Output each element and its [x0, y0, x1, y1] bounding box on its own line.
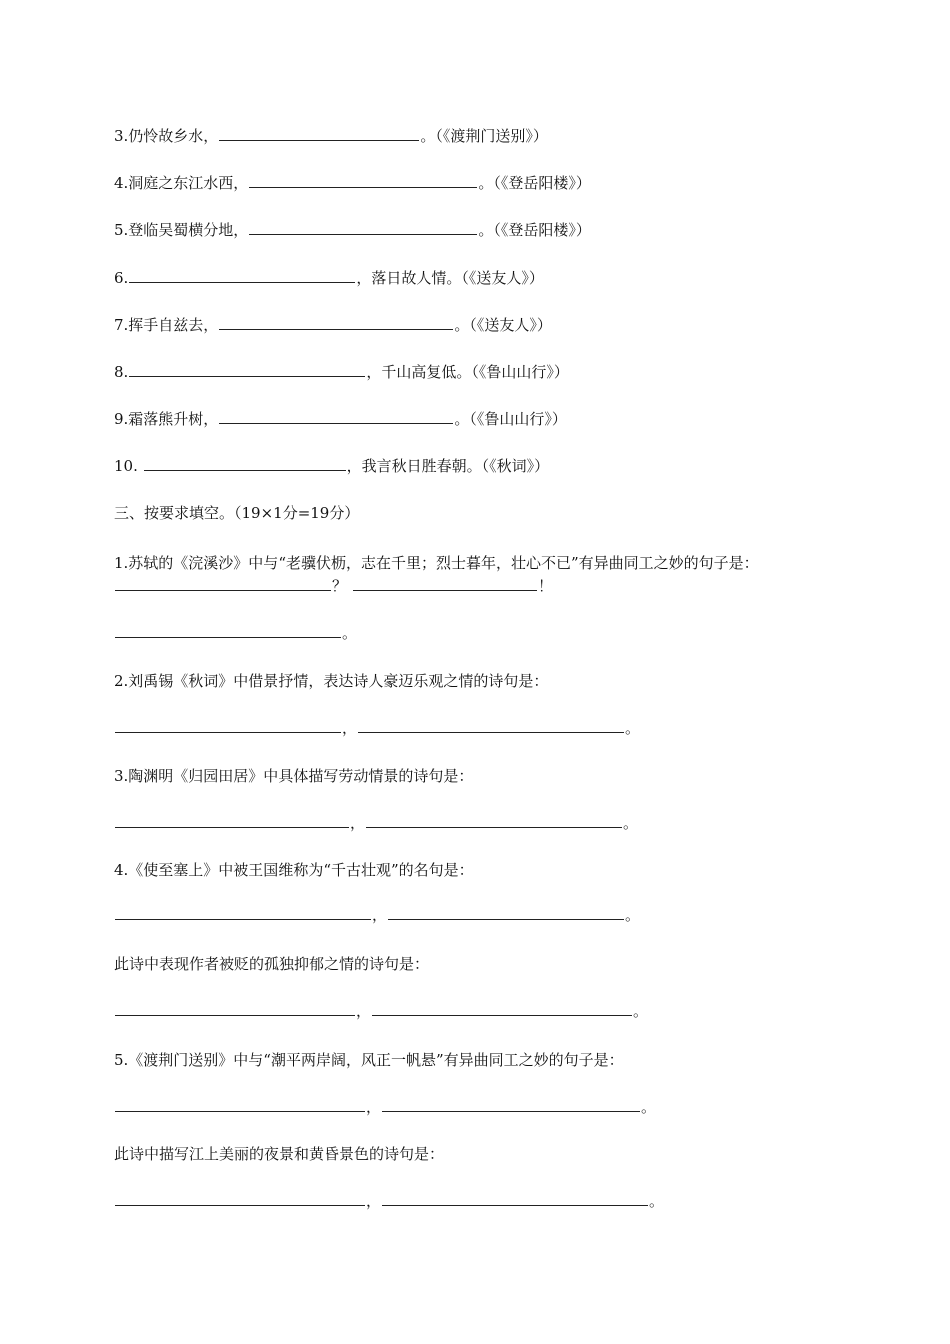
item-source: ，落日故人情。（《送友人》）	[356, 269, 544, 287]
item-source: ，千山高复低。（《鲁山山行》）	[366, 363, 569, 381]
answer-blank[interactable]	[115, 1001, 355, 1016]
answer-blank[interactable]	[353, 576, 537, 591]
question-2-answers: ， 。	[114, 718, 640, 738]
answer-blank[interactable]	[219, 315, 453, 330]
fill-item-3	[114, 126, 548, 146]
question-4-text: 4.《使至塞上》中被王国维称为“千古壮观”的名句是：	[114, 861, 474, 879]
question-5-text: 5.《渡荆门送别》中与“潮平两岸阔，风正一帆悬”有异曲同工之妙的句子是：	[114, 1051, 624, 1069]
fill-item-6	[114, 268, 544, 288]
item-prompt: 9.霜落熊升树，	[114, 410, 219, 428]
question-3-answers: ， 。	[114, 813, 638, 833]
question-1-text: 1.苏轼的《浣溪沙》中与“老骥伏枥，志在千里；烈士暮年，壮心不已”有异曲同工之妙的句子是：	[114, 554, 759, 572]
answer-blank[interactable]	[388, 905, 624, 920]
answer-blank[interactable]	[249, 173, 477, 188]
fill-item-7	[114, 315, 552, 335]
answer-blank[interactable]	[219, 126, 419, 141]
answer-blank[interactable]	[115, 576, 331, 591]
fill-item-9	[114, 409, 567, 429]
answer-blank[interactable]	[115, 1097, 365, 1112]
item-prompt: 7.挥手自兹去，	[114, 316, 219, 334]
answer-blank[interactable]	[382, 1191, 648, 1206]
item-source: 。（《送友人》）	[454, 316, 552, 334]
question-2-text: 2.刘禹锡《秋词》中借景抒情，表达诗人豪迈乐观之情的诗句是：	[114, 672, 549, 690]
answer-blank[interactable]	[129, 268, 355, 283]
question-4-answers: ， 。	[114, 905, 640, 925]
answer-blank[interactable]	[115, 905, 371, 920]
question-1-answers: ？ ！	[114, 576, 553, 596]
item-source: 。（《鲁山山行》）	[454, 410, 567, 428]
answer-blank[interactable]	[115, 1191, 365, 1206]
question-1-answers-2: 。	[114, 623, 357, 643]
fill-item-4	[114, 173, 591, 193]
question-3-text: 3.陶渊明《归园田居》中具体描写劳动情景的诗句是：	[114, 767, 474, 785]
answer-blank[interactable]	[382, 1097, 640, 1112]
item-source: ，我言秋日胜春朝。（《秋词》）	[346, 457, 550, 475]
question-5-answers: ， 。	[114, 1097, 656, 1117]
fill-item-8	[114, 362, 569, 382]
item-prompt: 3.仍怜故乡水，	[114, 127, 219, 145]
item-prompt: 5.登临吴蜀横分地，	[114, 221, 249, 239]
question-4b-answers: ， 。	[114, 1001, 648, 1021]
answer-blank[interactable]	[144, 456, 346, 471]
fill-item-5	[114, 220, 591, 240]
answer-blank[interactable]	[366, 813, 622, 828]
question-5b-text: 此诗中描写江上美丽的夜景和黄昏景色的诗句是：	[114, 1145, 445, 1163]
item-prompt: 4.洞庭之东江水西，	[114, 174, 249, 192]
item-source: 。（《渡荆门送别》）	[420, 127, 548, 145]
answer-blank[interactable]	[249, 220, 477, 235]
answer-blank[interactable]	[358, 718, 624, 733]
item-prompt: 6.	[114, 269, 129, 287]
item-prompt: 8.	[114, 363, 129, 381]
answer-blank[interactable]	[219, 409, 453, 424]
answer-blank[interactable]	[115, 623, 341, 638]
fill-item-10	[114, 456, 549, 476]
answer-blank[interactable]	[115, 813, 349, 828]
question-5b-answers: ， 。	[114, 1191, 664, 1211]
item-source: 。（《登岳阳楼》）	[478, 174, 591, 192]
answer-blank[interactable]	[372, 1001, 632, 1016]
answer-blank[interactable]	[129, 362, 365, 377]
item-source: 。（《登岳阳楼》）	[478, 221, 591, 239]
section-3-heading: 三、按要求填空。（19×1分=19分）	[114, 504, 360, 522]
question-4b-text: 此诗中表现作者被贬的孤独抑郁之情的诗句是：	[114, 955, 430, 973]
answer-blank[interactable]	[115, 718, 341, 733]
item-prompt: 10.	[114, 457, 143, 475]
